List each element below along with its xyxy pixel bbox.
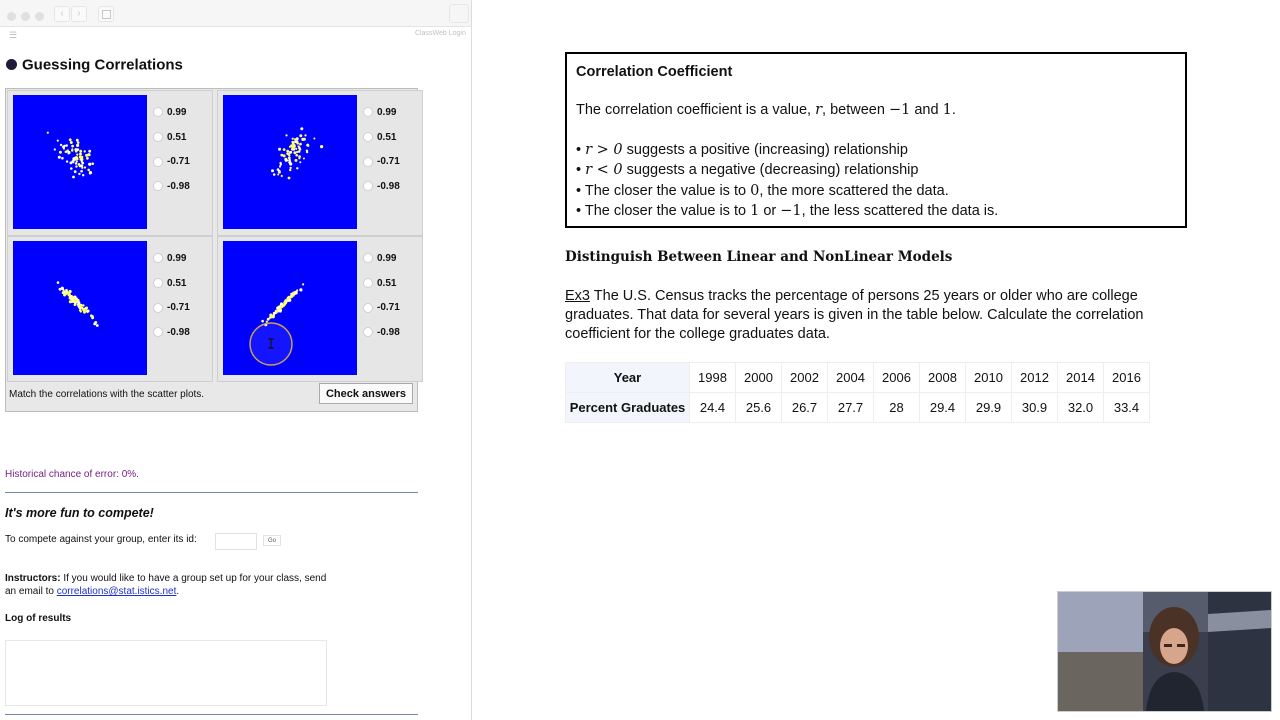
scatter-point (87, 153, 90, 156)
close-window-button[interactable] (7, 12, 16, 21)
radio-circle-icon[interactable] (153, 278, 163, 288)
option-radio[interactable]: -0.71 (363, 150, 400, 175)
scatter-point (73, 300, 76, 303)
scatter-point (288, 157, 291, 160)
box-description: The correlation coefficient is a value, r, between −1 and 1. (576, 102, 956, 118)
radio-circle-icon[interactable] (363, 181, 373, 191)
scatter-point (76, 144, 79, 147)
sidebar-toggle-icon[interactable] (98, 6, 114, 22)
scatter-point (76, 139, 79, 142)
scatter-point (283, 305, 285, 307)
scatter-point (80, 164, 83, 167)
scatter-point (302, 283, 304, 285)
scatter-point (288, 159, 291, 162)
scatter-point (278, 306, 280, 308)
scatter-point (80, 310, 82, 312)
option-radio[interactable]: 0.99 (363, 247, 400, 272)
scatter-point (84, 166, 86, 168)
scatter-point (303, 138, 306, 141)
scatter-point (94, 321, 97, 324)
option-radio[interactable]: -0.71 (153, 296, 190, 321)
scatter-point (295, 148, 297, 150)
page-title: Guessing Correlations (22, 56, 183, 74)
options-1 (153, 101, 190, 199)
scatter-point (77, 303, 79, 305)
scatter-point (73, 157, 75, 159)
scatter-point (78, 163, 81, 166)
instructors-label: Instructors: (5, 573, 61, 584)
scatter-point (90, 314, 93, 317)
scatter-point (295, 154, 298, 157)
scatter-point (61, 157, 64, 160)
radio-circle-icon[interactable] (363, 132, 373, 142)
option-radio[interactable]: -0.98 (153, 321, 190, 346)
scatter-point (296, 289, 298, 291)
table-cell: 2002 (782, 363, 828, 393)
plot-cell-4 (217, 236, 423, 382)
scatter-point (289, 167, 291, 169)
section-heading: Distinguish Between Linear and NonLinear Models (565, 249, 953, 265)
table-cell: 1998 (690, 363, 736, 393)
scatter-point (89, 172, 92, 175)
scatter-point (72, 176, 75, 179)
scatter-point (75, 162, 77, 164)
webcam-image (1058, 592, 1271, 711)
scatter-point (284, 301, 286, 303)
scatter-point (306, 151, 308, 153)
scatter-point (313, 138, 315, 140)
table-cell: 2016 (1104, 363, 1150, 393)
radio-circle-icon[interactable] (363, 107, 373, 117)
plot-cell-3 (7, 236, 213, 382)
scatter-point (70, 167, 73, 170)
instructors-text: Instructors: If you would like to have a group set up for your class, send an email to correlations@stat.istics.net. (5, 573, 327, 597)
bullet-positive: • r > 0 suggests a positive (increasing) relationship (576, 142, 908, 158)
scatter-point (71, 298, 73, 300)
scatter-point (80, 306, 83, 309)
box-title: Correlation Coefficient (576, 64, 733, 80)
scatter-point (299, 134, 302, 137)
scatter-point (289, 162, 292, 165)
scatter-point (71, 145, 74, 148)
scatter-point (76, 154, 78, 156)
scatter-point (79, 150, 82, 153)
scatter-point (68, 291, 70, 293)
scatter-point (290, 151, 292, 153)
table-cell: 2000 (736, 363, 782, 393)
scatter-point (299, 143, 302, 146)
forward-arrow-icon[interactable]: › (71, 6, 87, 22)
table-cell: 2004 (828, 363, 874, 393)
table-cell: 2008 (920, 363, 966, 393)
browser-toolbar (0, 0, 471, 27)
scatter-point (71, 148, 73, 150)
scatter-point (285, 134, 287, 136)
scatter-point (81, 156, 83, 158)
option-radio[interactable]: 0.51 (363, 126, 400, 151)
option-radio[interactable]: 0.51 (363, 272, 400, 297)
scatter-point (86, 307, 88, 309)
scatter-point (60, 144, 62, 146)
table-cell: 28 (874, 393, 920, 423)
scatter-point (59, 288, 62, 291)
scatter-point (57, 281, 60, 284)
bullet-scattered: • The closer the value is to 0, the more scattered the data. (576, 182, 949, 199)
compete-prompt: To compete against your group, enter its id: (5, 534, 197, 545)
scatter-point (91, 162, 94, 165)
example-label: Ex3 (565, 288, 590, 304)
table-header-percent: Percent Graduates (566, 393, 690, 423)
scatter-point (290, 293, 292, 295)
option-radio[interactable]: -0.98 (363, 175, 400, 200)
zoom-window-button[interactable] (35, 12, 44, 21)
option-radio[interactable]: -0.98 (363, 321, 400, 346)
classweb-login-link[interactable]: ClassWeb Login (415, 30, 466, 37)
scatter-point (289, 169, 291, 171)
divider-bottom (5, 714, 418, 715)
scatter-point (280, 163, 282, 165)
scatter-point (67, 151, 70, 154)
scatter-point (298, 155, 301, 158)
log-results-box (5, 640, 327, 706)
scatter-point (299, 161, 301, 163)
scatter-point (291, 148, 294, 151)
radio-circle-icon[interactable] (153, 157, 163, 167)
option-radio[interactable]: 0.99 (153, 247, 190, 272)
match-instruction: Match the correlations with the scatter plots. (9, 389, 205, 400)
scatter-point (280, 154, 283, 157)
scatter-point (300, 127, 303, 130)
table-cell: 27.7 (828, 393, 874, 423)
radio-circle-icon[interactable] (363, 157, 373, 167)
scatter-point (63, 147, 65, 149)
scatter-point (81, 167, 83, 169)
table-cell: 32.0 (1058, 393, 1104, 423)
scatter-point (279, 165, 281, 167)
correlation-game (5, 88, 418, 412)
scatter-point (70, 141, 73, 144)
scatter-point (277, 169, 279, 171)
webcam-video (1057, 591, 1272, 712)
scatter-point (287, 153, 290, 156)
window-controls (7, 8, 49, 26)
plot-cell-2 (217, 90, 423, 236)
scatter-plot-1 (13, 95, 147, 229)
option-radio[interactable]: 0.99 (153, 101, 190, 126)
table-cell: 2014 (1058, 363, 1104, 393)
scatter-point (292, 142, 295, 145)
radio-circle-icon[interactable] (153, 132, 163, 142)
radio-circle-icon[interactable] (363, 327, 373, 337)
scatter-point (295, 159, 298, 162)
scatter-point (288, 299, 291, 302)
scatter-point (294, 140, 297, 143)
table-cell: 2006 (874, 363, 920, 393)
scatter-point (74, 304, 77, 307)
group-id-input[interactable] (215, 533, 257, 550)
scatter-point (84, 150, 86, 152)
scatter-point (87, 310, 89, 312)
scatter-point (320, 145, 323, 148)
scatter-point (286, 150, 289, 153)
scatter-point (57, 140, 59, 142)
scatter-point (78, 173, 80, 175)
option-radio[interactable]: -0.98 (153, 175, 190, 200)
options-3 (153, 247, 190, 345)
table-cell: 30.9 (1012, 393, 1058, 423)
scatter-point (63, 291, 65, 293)
scatter-point (69, 138, 72, 141)
radio-circle-icon[interactable] (153, 327, 163, 337)
table-cell: 29.4 (920, 393, 966, 423)
options-4 (363, 247, 400, 345)
toolbar-right-button[interactable] (449, 4, 469, 23)
scatter-point (292, 138, 294, 140)
scatter-point (75, 165, 77, 167)
scatter-point (79, 152, 82, 155)
scatter-point (71, 301, 73, 303)
graduates-table (565, 362, 1150, 423)
radio-circle-icon[interactable] (153, 253, 163, 263)
historical-error-text: Historical chance of error: 0%. (5, 469, 139, 480)
table-cell: 2010 (966, 363, 1012, 393)
radio-circle-icon[interactable] (153, 303, 163, 313)
scatter-point (66, 160, 68, 162)
go-button[interactable]: Go (263, 535, 281, 546)
scatter-point (296, 137, 299, 140)
scatter-point (61, 287, 64, 290)
scatter-point (58, 156, 61, 159)
scatter-point (279, 309, 282, 312)
scatter-point (292, 292, 295, 295)
options-2 (363, 101, 400, 199)
bullet-less-scattered: • The closer the value is to 1 or −1, the less scattered the data is. (576, 202, 999, 219)
scatter-point (271, 169, 274, 172)
scatter-point (306, 144, 309, 147)
scatter-point (47, 132, 49, 134)
radio-circle-icon[interactable] (153, 107, 163, 117)
scatter-point (80, 158, 83, 161)
scatter-point (71, 160, 74, 163)
scatter-point (299, 148, 301, 150)
back-arrow-icon[interactable]: ‹ (54, 6, 70, 22)
scatter-point (289, 146, 291, 148)
option-radio[interactable]: 0.51 (153, 272, 190, 297)
scatter-point (261, 320, 264, 323)
table-cell: 26.7 (782, 393, 828, 423)
game-title-row (6, 56, 183, 74)
table-header-year: Year (566, 363, 690, 393)
example-paragraph: Ex3 The U.S. Census tracks the percentage of persons 25 years or older who are college graduates. That data for several years is given in the table below. Calculate the correlation coefficient for the college graduates data. (565, 288, 1144, 342)
scatter-point (266, 321, 268, 323)
scatter-point (304, 134, 306, 136)
scatter-point (88, 150, 91, 153)
compete-heading: It's more fun to compete! (5, 506, 154, 520)
scatter-point (288, 177, 291, 180)
radio-circle-icon[interactable] (363, 253, 373, 263)
scatter-point (283, 148, 286, 151)
table-cell: 25.6 (736, 393, 782, 423)
table-cell: 33.4 (1104, 393, 1150, 423)
scatter-plot-4 (223, 241, 357, 375)
scatter-point (88, 163, 91, 166)
option-radio[interactable]: -0.71 (153, 150, 190, 175)
scatter-point (77, 141, 80, 144)
table-cell: 29.9 (966, 393, 1012, 423)
minimize-window-button[interactable] (21, 12, 30, 21)
scatter-point (273, 173, 276, 176)
scatter-point (285, 159, 288, 162)
log-heading: Log of results (5, 613, 72, 624)
option-radio[interactable]: 0.51 (153, 126, 190, 151)
scatter-point (63, 145, 65, 147)
plot-cell-1 (7, 90, 213, 236)
scatter-point (74, 170, 77, 173)
radio-circle-icon[interactable] (363, 278, 373, 288)
scatter-point (299, 288, 302, 291)
scatter-point (80, 170, 83, 173)
scatter-point (76, 148, 79, 151)
scatter-point (279, 148, 281, 150)
scatter-point (293, 151, 296, 154)
scatter-point (278, 171, 281, 174)
divider (5, 492, 418, 493)
scatter-point (303, 158, 305, 160)
table-cell: 24.4 (690, 393, 736, 423)
scatter-point (86, 157, 89, 160)
scatter-point (296, 167, 298, 169)
scatter-point (65, 151, 68, 154)
hamburger-menu-icon[interactable]: ☰ (9, 30, 18, 40)
scatter-point (281, 175, 283, 177)
bullet-negative: • r < 0 suggests a negative (decreasing) relationship (576, 162, 919, 179)
scatter-point (96, 324, 99, 327)
scatter-point (87, 169, 90, 172)
scatter-point (82, 174, 84, 176)
check-answers-button[interactable]: Check answers (319, 383, 413, 404)
scatter-point (68, 293, 71, 296)
title-bullet-icon (6, 59, 17, 70)
option-radio[interactable]: 0.99 (363, 101, 400, 126)
scatter-point (65, 144, 68, 147)
scatter-point (76, 161, 78, 163)
scatter-point (277, 174, 279, 176)
scatter-point (85, 310, 87, 312)
scatter-plot-2 (223, 95, 357, 229)
email-link[interactable]: correlations@stat.istics.net (56, 586, 177, 597)
scatter-point (59, 151, 62, 154)
left-browser-pane (0, 0, 472, 720)
table-row (566, 363, 1150, 393)
radio-circle-icon[interactable] (363, 303, 373, 313)
scatter-point (269, 314, 272, 317)
scatter-point (293, 145, 296, 148)
table-cell: 2012 (1012, 363, 1058, 393)
box-bullet-list (576, 140, 998, 221)
radio-circle-icon[interactable] (153, 181, 163, 191)
scatter-point (54, 148, 56, 150)
correlation-coefficient-box (565, 52, 1187, 228)
option-radio[interactable]: -0.71 (363, 296, 400, 321)
scatter-plot-3 (13, 241, 147, 375)
scatter-point (79, 156, 81, 158)
table-row (566, 393, 1150, 423)
